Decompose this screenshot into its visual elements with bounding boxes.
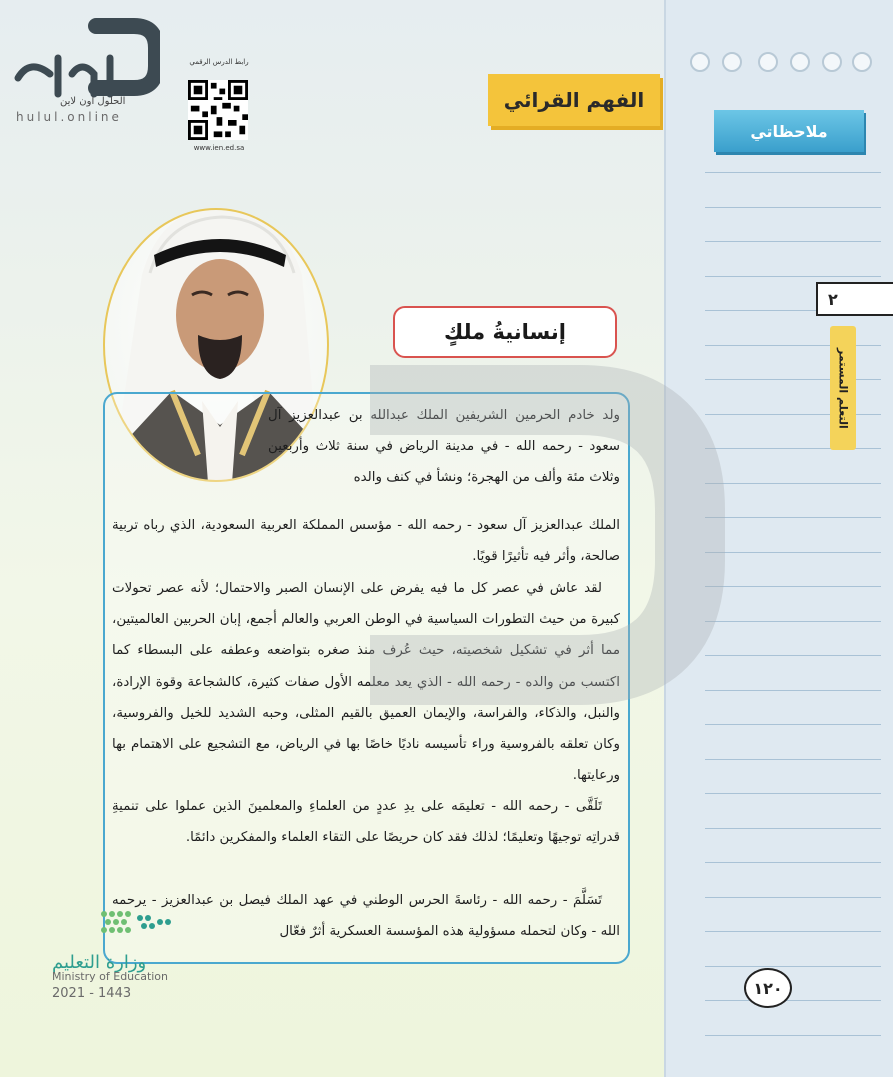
ministry-logo-icon — [98, 906, 178, 942]
note-line — [705, 724, 881, 725]
note-line — [705, 207, 881, 208]
paragraph-1-intro: ولد خادم الحرمين الشريفين الملك عبدالله بن عبدالعزيز آل سعود - رحمه الله - في مدينة الرياض في سنة ثلاث وأربعين وثلاث مئة وألف من الهجرة؛ ونشأ في كنف والده — [268, 408, 620, 486]
unit-name: التعلم المستمر — [836, 347, 850, 429]
binder-ring — [852, 52, 872, 72]
lesson-title: إنسانيةُ ملكٍ — [393, 306, 617, 358]
note-line — [705, 759, 881, 760]
qr-code-icon[interactable] — [188, 80, 248, 140]
qr-url: www.ien.ed.sa — [193, 144, 245, 152]
note-line — [705, 793, 881, 794]
binder-ring — [822, 52, 842, 72]
binder-ring — [790, 52, 810, 72]
note-line — [705, 552, 881, 553]
logo-domain: hulul.online — [16, 110, 122, 124]
note-line — [705, 931, 881, 932]
binder-ring — [758, 52, 778, 72]
qr-block[interactable] — [178, 58, 260, 158]
paragraph-4: تَسَلَّمَ - رحمه الله - رئاسةَ الحرس الوطني في عهد الملك فيصل بن عبدالعزيز - يرحمه الله - وكان لتحمله مسؤولية هذه المؤسسة العسكرية أثرٌ فعّال — [112, 893, 620, 940]
note-line — [705, 586, 881, 587]
note-line — [705, 655, 881, 656]
note-line — [705, 621, 881, 622]
binder-ring — [690, 52, 710, 72]
note-line — [705, 276, 881, 277]
paragraph-1-continued: الملك عبدالعزيز آل سعود - رحمه الله - مؤسس المملكة العربية السعودية، الذي رباه تربية صالحة، وأثر فيه تأثيرًا قويًا. — [112, 518, 620, 565]
note-line — [705, 1035, 881, 1036]
note-line — [705, 1000, 881, 1001]
note-line — [705, 897, 881, 898]
unit-name-strip — [830, 326, 856, 450]
paragraph-2: لقد عاش في عصر كل ما فيه يفرض على الإنسان الصبر والاحتمال؛ لأنه عصر تحولات كبيرة من حيث التطورات السياسية في الوطن العربي والعالم أجمع، إبان الحربين العالميتين، مما أثر في تشكيل شخصيته، حيث عُرف منذ صغره بتواضعه وعطفه على البسطاء كما اكتسب من والده - رحمه الله - الذي يعد معلمه الأول صفات كثيرة، كالشجاعة وقوة الإرادة، والنبل، والذكاء، والفراسة، والإيمان العميق بالقيم المثلى، وحبه الشديد للخيل والفروسية، وكان تعلقه بالفروسية وراء تأسيسه ناديًا خاصًا بها في الرياض، مع التشجيع على الاهتمام بها ورعايتها. — [112, 581, 620, 784]
binder-ring — [722, 52, 742, 72]
ministry-name-english: Ministry of Education — [52, 970, 169, 983]
note-line — [705, 172, 881, 173]
notes-title: ملاحظاتي — [714, 110, 864, 152]
note-line — [705, 483, 881, 484]
unit-number-tab: ٢ — [816, 282, 893, 316]
note-line — [705, 966, 881, 967]
section-title: الفهم القرائي — [488, 74, 660, 126]
note-line — [705, 862, 881, 863]
paragraph-3: تَلَقَّى - رحمه الله - تعليمَه على يدِ عددٍ من العلماءِ والمعلمينَ الذين عملوا على تنميةِ قدراتِه توجيهًا وتعليمًا؛ لذلك فقد كان حريصًا على التقاء العلماء والمفكرين دائمًا. — [112, 799, 620, 846]
note-line — [705, 828, 881, 829]
qr-label: رابط الدرس الرقمي — [189, 58, 249, 66]
logo-tagline: الحلول اون لاين — [60, 96, 126, 107]
note-line — [705, 690, 881, 691]
ministry-name-arabic: وزارة التعليم — [52, 952, 147, 973]
ministry-year: 2021 - 1443 — [52, 986, 132, 1001]
page-number: ١٢٠ — [744, 968, 792, 1008]
note-line — [705, 517, 881, 518]
note-line — [705, 241, 881, 242]
notes-page — [664, 0, 893, 1077]
